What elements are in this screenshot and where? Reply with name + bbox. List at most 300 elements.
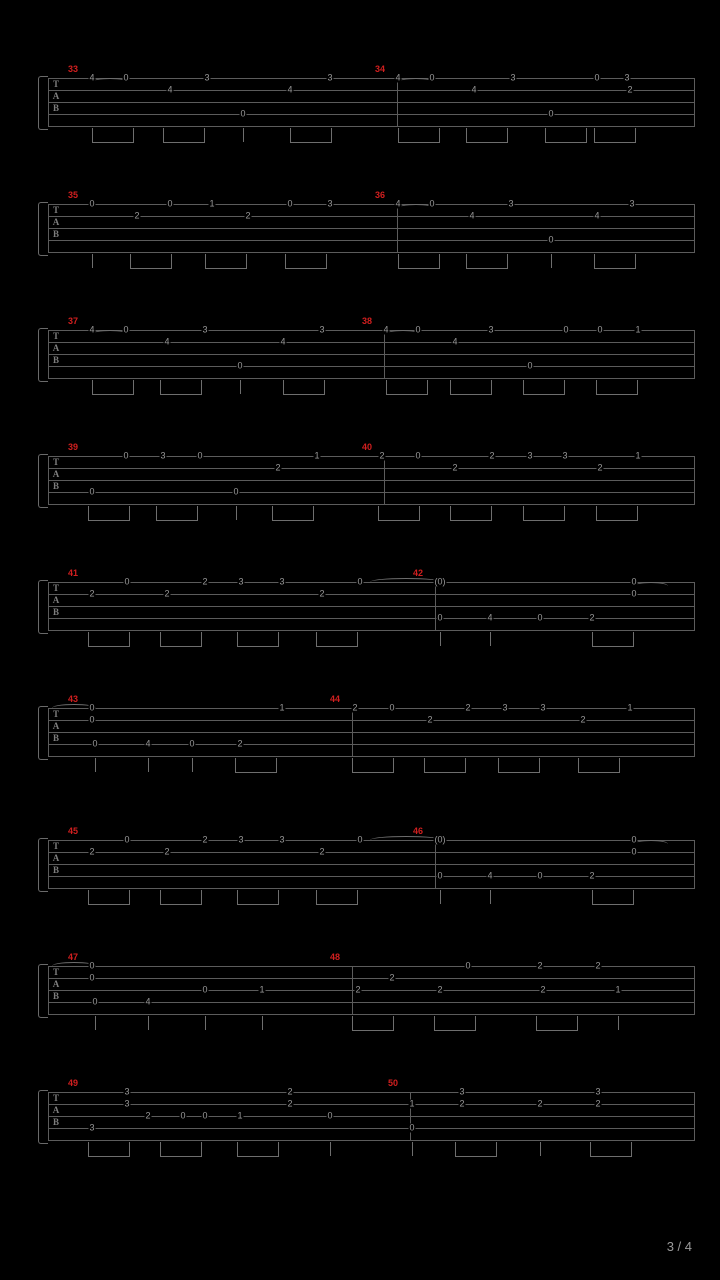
staff-line <box>48 204 694 205</box>
fret-number: 0 <box>123 72 129 83</box>
fret-number: 0 <box>123 324 129 335</box>
barline <box>352 966 353 1015</box>
measure-number: 50 <box>388 1078 399 1088</box>
barline <box>694 1092 695 1141</box>
beam-group <box>455 1142 497 1157</box>
fret-number: 4 <box>471 84 477 95</box>
staff-line <box>48 732 694 733</box>
measure-number: 42 <box>413 568 424 578</box>
fret-number: 3 <box>327 198 333 209</box>
tab-system <box>34 944 694 1044</box>
beam-group <box>92 128 134 143</box>
tab-clef-letter: A <box>52 721 60 731</box>
tab-clef-letter: T <box>52 457 59 467</box>
note-stem <box>205 1016 206 1030</box>
beam-group <box>160 890 202 905</box>
note-stem <box>240 380 241 394</box>
staff-line <box>48 618 694 619</box>
note-stem <box>95 1016 96 1030</box>
beam-group <box>398 254 440 269</box>
barline <box>397 204 398 253</box>
barline <box>384 330 385 379</box>
beam-group <box>316 890 358 905</box>
fret-number: 3 <box>238 576 244 587</box>
fret-number: 2 <box>202 576 208 587</box>
beam-group <box>88 1142 130 1157</box>
fret-number: 1 <box>615 984 621 995</box>
barline <box>48 330 49 379</box>
beam-group <box>545 128 587 143</box>
page-number: 3 / 4 <box>666 1239 692 1254</box>
barline <box>435 582 436 631</box>
beam-group <box>424 758 466 773</box>
fret-number: 4 <box>287 84 293 95</box>
note-stem <box>148 758 149 772</box>
fret-number: 4 <box>145 996 151 1007</box>
beam-group <box>594 128 636 143</box>
fret-number: 4 <box>395 72 401 83</box>
staff-line <box>48 864 694 865</box>
tab-system <box>34 308 694 408</box>
beam-group <box>592 632 634 647</box>
barline <box>694 330 695 379</box>
note-stem <box>490 632 491 646</box>
staff-line <box>48 504 694 505</box>
tab-system <box>34 182 694 282</box>
staff-line <box>48 606 694 607</box>
fret-number: 1 <box>279 702 285 713</box>
fret-number: 1 <box>259 984 265 995</box>
barline <box>694 966 695 1015</box>
fret-number: 0 <box>631 846 637 857</box>
beam-group <box>466 128 508 143</box>
staff-line <box>48 126 694 127</box>
tab-clef-letter: A <box>52 91 60 101</box>
beam-group <box>88 632 130 647</box>
fret-number: 0 <box>197 450 203 461</box>
staff-line <box>48 888 694 889</box>
note-stem <box>92 254 93 268</box>
fret-number: 3 <box>540 702 546 713</box>
fret-number: 3 <box>502 702 508 713</box>
beam-group <box>386 380 428 395</box>
beam-group <box>235 758 277 773</box>
fret-number: 0 <box>548 234 554 245</box>
fret-number: 3 <box>624 72 630 83</box>
fret-number: 0 <box>537 612 543 623</box>
beam-group <box>237 890 279 905</box>
fret-number: 0 <box>389 702 395 713</box>
beam-group <box>498 758 540 773</box>
fret-number: 4 <box>594 210 600 221</box>
fret-number: 2 <box>134 210 140 221</box>
staff-line <box>48 354 694 355</box>
measure-number: 45 <box>68 826 79 836</box>
staff-line <box>48 480 694 481</box>
staff-line <box>48 342 694 343</box>
barline <box>397 78 398 127</box>
fret-number: 0 <box>327 1110 333 1121</box>
tab-clef <box>50 582 62 630</box>
fret-number: 3 <box>508 198 514 209</box>
staff-line <box>48 720 694 721</box>
beam-group <box>163 128 205 143</box>
tab-clef-letter: A <box>52 217 60 227</box>
note-stem <box>551 254 552 268</box>
measure-number: 39 <box>68 442 79 452</box>
fret-number: 0 <box>415 450 421 461</box>
beam-group <box>130 254 172 269</box>
fret-number: 0 <box>437 612 443 623</box>
fret-number: 0 <box>89 702 95 713</box>
fret-number: 2 <box>459 1098 465 1109</box>
slur <box>370 836 442 844</box>
tab-clef-letter: T <box>52 79 59 89</box>
tab-clef <box>50 966 62 1014</box>
beam-group <box>398 128 440 143</box>
fret-number: 0 <box>237 360 243 371</box>
fret-number: 4 <box>395 198 401 209</box>
fret-number: 0 <box>89 960 95 971</box>
staff-line <box>48 228 694 229</box>
measure-number: 43 <box>68 694 79 704</box>
system-bracket <box>38 328 48 382</box>
fret-number: 4 <box>280 336 286 347</box>
fret-number: 2 <box>537 1098 543 1109</box>
barline <box>48 204 49 253</box>
fret-number: 0 <box>437 870 443 881</box>
barline <box>694 204 695 253</box>
note-stem <box>540 1142 541 1156</box>
fret-number: 4 <box>89 324 95 335</box>
tab-clef <box>50 78 62 126</box>
fret-number: 0 <box>465 960 471 971</box>
measure-number: 36 <box>375 190 386 200</box>
beam-group <box>283 380 325 395</box>
staff-line <box>48 852 694 853</box>
system-bracket <box>38 1090 48 1144</box>
slur <box>634 840 668 848</box>
fret-number: 2 <box>287 1086 293 1097</box>
fret-number: 0 <box>631 834 637 845</box>
fret-number: 0 <box>409 1122 415 1133</box>
fret-number: 0 <box>124 834 130 845</box>
fret-number: 2 <box>319 588 325 599</box>
fret-number: 2 <box>89 588 95 599</box>
measure-number: 33 <box>68 64 79 74</box>
fret-number: 2 <box>489 450 495 461</box>
fret-number: 0 <box>89 198 95 209</box>
fret-number: 1 <box>237 1110 243 1121</box>
beam-group <box>523 506 565 521</box>
tab-clef-letter: A <box>52 343 60 353</box>
fret-number: (0) <box>434 576 446 587</box>
fret-number: 2 <box>580 714 586 725</box>
fret-number: 0 <box>357 576 363 587</box>
beam-group <box>523 380 565 395</box>
tab-clef-letter: B <box>52 991 59 1001</box>
tab-clef-letter: T <box>52 709 59 719</box>
fret-number: 0 <box>429 72 435 83</box>
tab-clef-letter: B <box>52 865 59 875</box>
slur <box>370 578 442 586</box>
beam-group <box>596 380 638 395</box>
staff-line <box>48 756 694 757</box>
fret-number: 3 <box>562 450 568 461</box>
fret-number: 0 <box>202 1110 208 1121</box>
fret-number: 0 <box>92 738 98 749</box>
fret-number: 0 <box>89 486 95 497</box>
fret-number: 1 <box>209 198 215 209</box>
fret-number: 2 <box>437 984 443 995</box>
staff-lines <box>48 840 694 888</box>
tab-clef-letter: B <box>52 607 59 617</box>
fret-number: 2 <box>427 714 433 725</box>
measure-number: 44 <box>330 694 341 704</box>
system-bracket <box>38 706 48 760</box>
note-stem <box>148 1016 149 1030</box>
fret-number: 3 <box>124 1098 130 1109</box>
staff-line <box>48 456 694 457</box>
fret-number: 3 <box>238 834 244 845</box>
tab-clef-letter: B <box>52 103 59 113</box>
tab-clef <box>50 330 62 378</box>
fret-number: 0 <box>548 108 554 119</box>
beam-group <box>450 506 492 521</box>
staff-line <box>48 1128 694 1129</box>
fret-number: 0 <box>233 486 239 497</box>
fret-number: 2 <box>287 1098 293 1109</box>
tab-clef-letter: A <box>52 1105 60 1115</box>
fret-number: 3 <box>327 72 333 83</box>
beam-group <box>160 1142 202 1157</box>
fret-number: 4 <box>164 336 170 347</box>
fret-number: 1 <box>635 324 641 335</box>
tab-clef <box>50 840 62 888</box>
staff-line <box>48 630 694 631</box>
barline <box>352 708 353 757</box>
tab-clef-letter: A <box>52 979 60 989</box>
beam-group <box>88 890 130 905</box>
fret-number: 0 <box>89 972 95 983</box>
fret-number: (0) <box>434 834 446 845</box>
fret-number: 3 <box>124 1086 130 1097</box>
measure-number: 40 <box>362 442 373 452</box>
barline <box>48 78 49 127</box>
barline <box>694 78 695 127</box>
barline <box>694 456 695 505</box>
measure-number: 47 <box>68 952 79 962</box>
fret-number: 2 <box>595 960 601 971</box>
beam-group <box>590 1142 632 1157</box>
fret-number: 2 <box>465 702 471 713</box>
beam-group <box>290 128 332 143</box>
barline <box>384 456 385 505</box>
fret-number: 3 <box>160 450 166 461</box>
tab-clef <box>50 456 62 504</box>
tab-clef-letter: A <box>52 595 60 605</box>
beam-group <box>88 506 130 521</box>
fret-number: 0 <box>287 198 293 209</box>
fret-number: 0 <box>527 360 533 371</box>
beam-group <box>237 632 279 647</box>
staff-lines <box>48 78 694 126</box>
fret-number: 2 <box>595 1098 601 1109</box>
tab-clef-letter: T <box>52 205 59 215</box>
system-bracket <box>38 580 48 634</box>
measure-number: 48 <box>330 952 341 962</box>
beam-group <box>272 506 314 521</box>
note-stem <box>243 128 244 142</box>
fret-number: 3 <box>595 1086 601 1097</box>
fret-number: 0 <box>631 588 637 599</box>
tab-clef <box>50 708 62 756</box>
fret-number: 1 <box>627 702 633 713</box>
tab-clef-letter: A <box>52 469 60 479</box>
fret-number: 4 <box>487 870 493 881</box>
fret-number: 3 <box>527 450 533 461</box>
fret-number: 2 <box>540 984 546 995</box>
staff-line <box>48 90 694 91</box>
system-bracket <box>38 76 48 130</box>
fret-number: 1 <box>409 1098 415 1109</box>
barline <box>694 840 695 889</box>
fret-number: 2 <box>202 834 208 845</box>
system-bracket <box>38 454 48 508</box>
measure-number: 34 <box>375 64 386 74</box>
staff-lines <box>48 582 694 630</box>
fret-number: 3 <box>488 324 494 335</box>
fret-number: 1 <box>635 450 641 461</box>
tab-system <box>34 1070 694 1170</box>
fret-number: 4 <box>469 210 475 221</box>
fret-number: 2 <box>164 588 170 599</box>
barline <box>48 840 49 889</box>
tab-clef-letter: T <box>52 331 59 341</box>
fret-number: 0 <box>357 834 363 845</box>
measure-number: 37 <box>68 316 79 326</box>
staff-line <box>48 378 694 379</box>
fret-number: 0 <box>202 984 208 995</box>
staff-line <box>48 876 694 877</box>
beam-group <box>205 254 247 269</box>
note-stem <box>236 506 237 520</box>
barline <box>694 708 695 757</box>
barline <box>435 840 436 889</box>
tab-clef-letter: A <box>52 853 60 863</box>
barline <box>48 966 49 1015</box>
fret-number: 2 <box>597 462 603 473</box>
fret-number: 2 <box>145 1110 151 1121</box>
barline <box>48 582 49 631</box>
staff-line <box>48 1014 694 1015</box>
beam-group <box>237 1142 279 1157</box>
beam-group <box>466 254 508 269</box>
note-stem <box>192 758 193 772</box>
fret-number: 4 <box>167 84 173 95</box>
fret-number: 3 <box>459 1086 465 1097</box>
beam-group <box>592 890 634 905</box>
beam-group <box>352 758 394 773</box>
staff-line <box>48 708 694 709</box>
fret-number: 2 <box>245 210 251 221</box>
fret-number: 0 <box>124 576 130 587</box>
measure-number: 46 <box>413 826 424 836</box>
fret-number: 3 <box>279 834 285 845</box>
staff-line <box>48 252 694 253</box>
tab-system <box>34 686 694 786</box>
barline <box>48 1092 49 1141</box>
beam-group <box>450 380 492 395</box>
staff-line <box>48 240 694 241</box>
tab-clef-letter: T <box>52 583 59 593</box>
fret-number: 0 <box>240 108 246 119</box>
fret-number: 2 <box>627 84 633 95</box>
staff-line <box>48 366 694 367</box>
fret-number: 4 <box>89 72 95 83</box>
fret-number: 3 <box>629 198 635 209</box>
fret-number: 2 <box>537 960 543 971</box>
measure-number: 41 <box>68 568 79 578</box>
tab-clef-letter: T <box>52 967 59 977</box>
tab-clef-letter: B <box>52 229 59 239</box>
beam-group <box>536 1016 578 1031</box>
fret-number: 2 <box>275 462 281 473</box>
fret-number: 2 <box>589 870 595 881</box>
fret-number: 0 <box>537 870 543 881</box>
beam-group <box>316 632 358 647</box>
fret-number: 0 <box>594 72 600 83</box>
fret-number: 2 <box>237 738 243 749</box>
measure-number: 35 <box>68 190 79 200</box>
tab-system <box>34 560 694 660</box>
fret-number: 2 <box>352 702 358 713</box>
fret-number: 2 <box>452 462 458 473</box>
beam-group <box>156 506 198 521</box>
note-stem <box>262 1016 263 1030</box>
fret-number: 2 <box>89 846 95 857</box>
fret-number: 4 <box>487 612 493 623</box>
beam-group <box>594 254 636 269</box>
beam-group <box>352 1016 394 1031</box>
fret-number: 0 <box>180 1110 186 1121</box>
tab-clef <box>50 204 62 252</box>
staff-line <box>48 102 694 103</box>
fret-number: 3 <box>319 324 325 335</box>
fret-number: 3 <box>89 1122 95 1133</box>
tab-clef-letter: T <box>52 1093 59 1103</box>
fret-number: 3 <box>279 576 285 587</box>
note-stem <box>440 890 441 904</box>
staff-lines <box>48 330 694 378</box>
system-bracket <box>38 964 48 1018</box>
note-stem <box>440 632 441 646</box>
fret-number: 3 <box>202 324 208 335</box>
beam-group <box>92 380 134 395</box>
note-stem <box>490 890 491 904</box>
fret-number: 0 <box>123 450 129 461</box>
fret-number: 2 <box>389 972 395 983</box>
fret-number: 0 <box>631 576 637 587</box>
beam-group <box>378 506 420 521</box>
tab-clef-letter: B <box>52 481 59 491</box>
fret-number: 2 <box>355 984 361 995</box>
staff-line <box>48 594 694 595</box>
tab-system <box>34 818 694 918</box>
fret-number: 0 <box>167 198 173 209</box>
barline <box>48 708 49 757</box>
note-stem <box>330 1142 331 1156</box>
